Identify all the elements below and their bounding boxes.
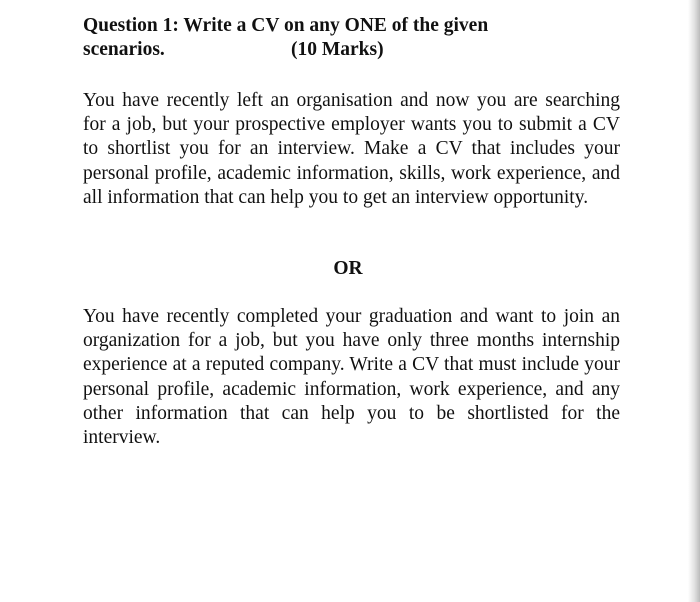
question-title-line1: Question 1: Write a CV on any ONE of the given: [83, 15, 489, 36]
page-edge-shadow: [688, 0, 700, 602]
scenario-1-text: You have recently left an organisation and now you are searching for a job, but your prospective employer wants you to submit a CV to shortlist you for an interview. Make a CV that includes your personal profile, academic information, skills, work experience, and all information that can help you to get an interview opportunity.: [83, 90, 620, 208]
question-title-line2: scenarios.: [83, 39, 165, 60]
or-separator-label: OR: [333, 258, 363, 279]
or-separator: [0, 257, 700, 281]
question-heading: [83, 14, 583, 62]
question-title-line2-row: [83, 38, 583, 62]
question-marks: (10 Marks): [291, 39, 384, 60]
scenario-2-text: You have recently completed your graduation and want to join an organization for a job, but you have only three months internship experience at a reputed company. Write a CV that must include your personal profile, academic information, work experience, and any other information that can help you to be shortlisted for the interview.: [83, 306, 620, 449]
